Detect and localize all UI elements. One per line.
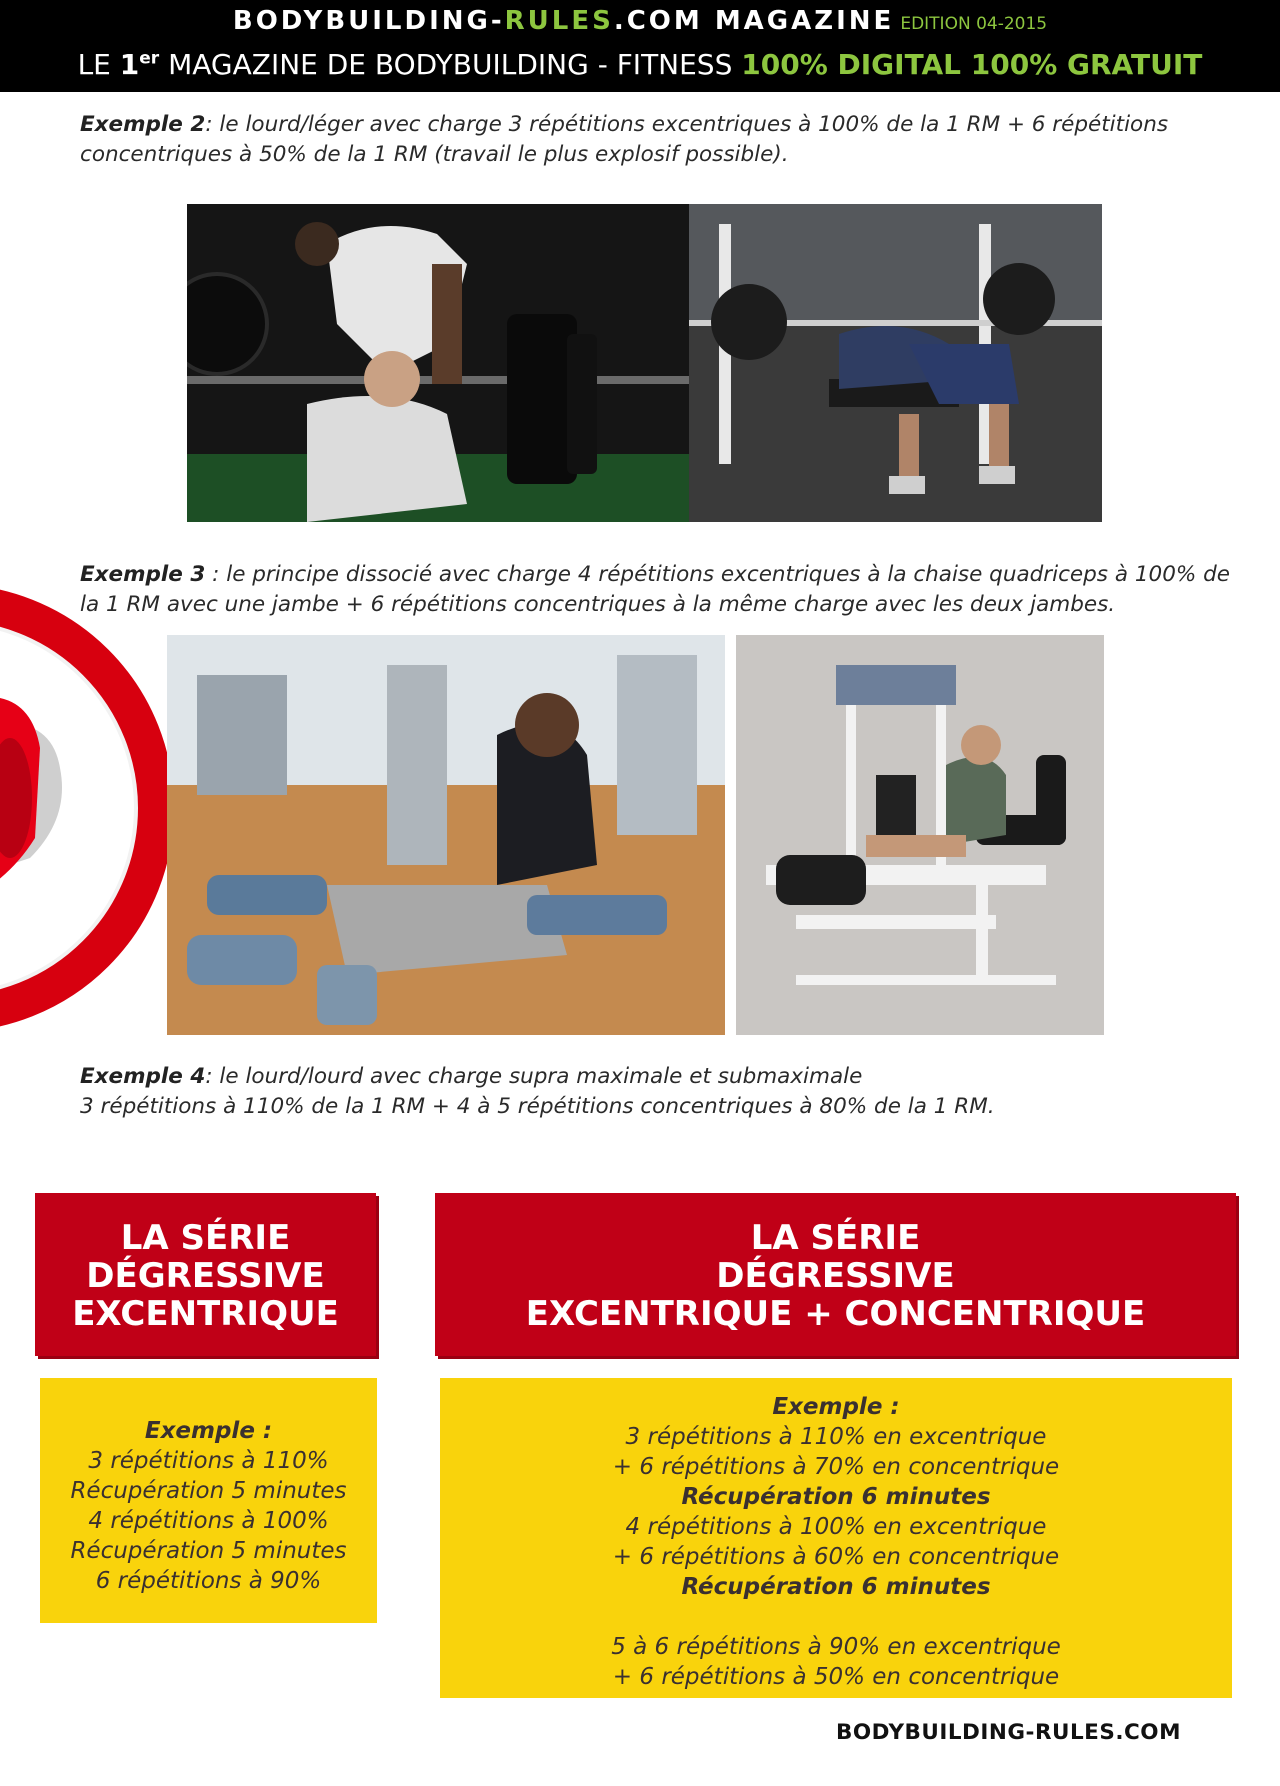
example-4-paragraph (80, 1062, 1250, 1122)
edition-label: EDITION 04-2015 (900, 14, 1048, 34)
title-part-2: RULES (504, 6, 614, 36)
subtitle-le: LE (77, 48, 120, 81)
right-example-label: Exemple : (772, 1394, 900, 1420)
degressive-eccentric-concentric-title-box (435, 1193, 1236, 1356)
title-part-3: .COM MAGAZINE (613, 6, 895, 36)
degressive-eccentric-title-box (35, 1193, 376, 1356)
magazine-subtitle (0, 48, 1280, 81)
title-part-1: BODYBUILDING- (232, 6, 505, 36)
right-example-recovery: Récupération 6 minutes (681, 1574, 991, 1600)
left-example-line: 6 répétitions à 90% (95, 1568, 322, 1594)
example-3-paragraph (80, 560, 1250, 620)
right-example-line: + 6 répétitions à 60% en concentrique (612, 1544, 1060, 1570)
left-title-line-2: DÉGRESSIVE (86, 1256, 325, 1296)
right-example-recovery: Récupération 6 minutes (681, 1484, 991, 1510)
example-4-line-1: : le lourd/lourd avec charge supra maximale et submaximale (205, 1064, 863, 1089)
left-example-line: 4 répétitions à 100% (88, 1508, 329, 1534)
degressive-eccentric-example-box (40, 1378, 377, 1623)
example-4-line-2: 3 répétitions à 110% de la 1 RM + 4 à 5 répétitions concentriques à 80% de la 1 RM. (80, 1094, 995, 1119)
right-example-line: + 6 répétitions à 70% en concentrique (612, 1454, 1060, 1480)
example-3-text: : le principe dissocié avec charge 4 répétitions excentriques à la chaise quadriceps à 100% de la 1 RM avec une jambe + 6 répétitions concentriques à la même charge avec les deux jambes. (80, 562, 1231, 617)
photo-leg-extension-gym (167, 635, 725, 1035)
magazine-logo-emblem (0, 558, 195, 1058)
degressive-eccentric-concentric-example-box (440, 1378, 1232, 1698)
left-title-line-3: EXCENTRIQUE (72, 1294, 339, 1334)
subtitle-mid: MAGAZINE DE BODYBUILDING - FITNESS (159, 48, 742, 81)
right-title-line-3: EXCENTRIQUE + CONCENTRIQUE (525, 1294, 1146, 1334)
magazine-title (0, 6, 1280, 36)
right-title-line-2: DÉGRESSIVE (716, 1256, 955, 1296)
subtitle-first: 1 (119, 48, 140, 81)
right-example-line: 3 répétitions à 110% en excentrique (625, 1424, 1047, 1450)
right-example-spacer (440, 1602, 1232, 1632)
magazine-header (0, 0, 1280, 92)
right-example-line: 5 à 6 répétitions à 90% en excentrique (611, 1634, 1061, 1660)
example-3-label: Exemple 3 (80, 562, 206, 587)
footer-site-name: BODYBUILDING-RULES.COM (836, 1720, 1181, 1745)
left-title-line-1: LA SÉRIE (120, 1218, 291, 1258)
right-title-line-1: LA SÉRIE (750, 1218, 921, 1258)
photo-bench-press-gym (689, 204, 1102, 522)
photo-leg-extension-machine (736, 635, 1104, 1035)
subtitle-er: er (139, 48, 160, 69)
left-example-line: 3 répétitions à 110% (88, 1448, 329, 1474)
right-example-line: 4 répétitions à 100% en excentrique (625, 1514, 1047, 1540)
left-example-line: Récupération 5 minutes (70, 1478, 347, 1504)
example-2-text: : le lourd/léger avec charge 3 répétitions excentriques à 100% de la 1 RM + 6 répétitions concentriques à 50% de la 1 RM (travail le plus explosif possible). (80, 112, 1169, 167)
left-example-label: Exemple : (144, 1418, 273, 1444)
example-2-paragraph (80, 110, 1250, 170)
example-4-label: Exemple 4 (80, 1064, 206, 1089)
left-example-line: Récupération 5 minutes (70, 1538, 347, 1564)
right-example-line: + 6 répétitions à 50% en concentrique (612, 1664, 1060, 1690)
photo-bench-press-spotter (187, 204, 689, 522)
example-2-label: Exemple 2 (80, 112, 206, 137)
subtitle-green: 100% DIGITAL 100% GRATUIT (741, 48, 1203, 81)
